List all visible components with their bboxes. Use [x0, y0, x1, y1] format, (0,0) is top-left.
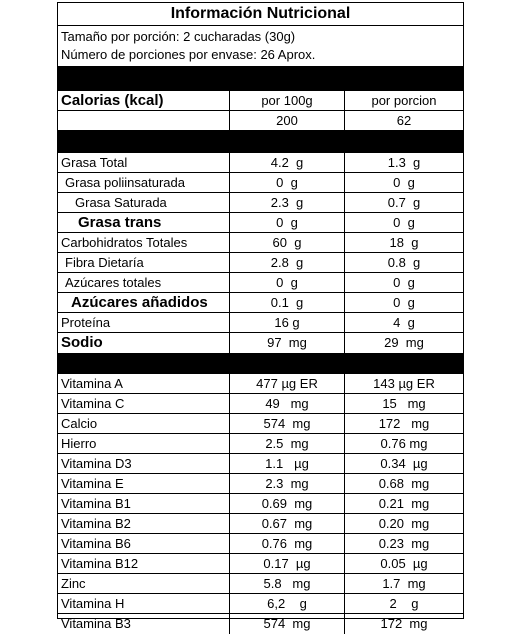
macronutrients-table — [58, 153, 463, 353]
vitamins-minerals-table — [58, 374, 463, 634]
vitamin-row — [58, 474, 463, 494]
nutrient-name: Azúcares totales — [58, 273, 230, 292]
nutrient-name: Carbohidratos Totales — [58, 233, 230, 252]
value-per-serving: 172 mg — [378, 416, 430, 431]
value-per-serving: 1.3 g — [387, 155, 421, 170]
nutrient-row — [58, 153, 463, 173]
value-per-serving: 0.20 mg — [378, 516, 430, 531]
value-per-100g: 97 mg — [230, 333, 345, 353]
nutrient-name: Calcio — [58, 414, 230, 433]
value-per-serving: 0 g — [393, 215, 415, 230]
value-per-serving: 15 mg — [382, 396, 426, 411]
per-serving-header: por porcion — [371, 93, 437, 108]
calories-blank-cell — [58, 111, 230, 130]
value-per-100g: 2.3 mg — [230, 474, 345, 493]
nutrient-name: Vitamina A — [58, 374, 230, 393]
value-per-100g: 4.2 g — [230, 153, 345, 172]
value-per-100g: 477 µg ER — [230, 374, 345, 393]
nutrient-name: Vitamina E — [58, 474, 230, 493]
section-divider-bar — [58, 131, 463, 153]
nutrient-row — [58, 273, 463, 293]
value-per-serving: 0 g — [393, 295, 415, 310]
value-per-serving: 0 g — [393, 175, 415, 190]
nutrient-row — [58, 253, 463, 273]
nutrient-row — [58, 233, 463, 253]
nutrient-name: Fibra Dietaría — [58, 253, 230, 272]
calories-header-row — [58, 91, 463, 111]
value-per-serving: 4 g — [393, 315, 415, 330]
value-per-100g: 0 g — [230, 213, 345, 232]
nutrient-name: Vitamina D3 — [58, 454, 230, 473]
value-per-100g: 0.76 mg — [230, 534, 345, 553]
nutrition-facts-label — [57, 2, 464, 631]
value-per-100g: 574 mg — [230, 614, 345, 634]
value-per-100g: 574 mg — [230, 414, 345, 433]
nutrient-name: Grasa trans — [58, 213, 230, 232]
value-per-serving: 0.23 mg — [378, 536, 430, 551]
section-divider-bar — [58, 353, 463, 374]
nutrient-row — [58, 193, 463, 213]
vitamin-row — [58, 454, 463, 474]
value-per-100g: 0.69 mg — [230, 494, 345, 513]
vitamin-row — [58, 494, 463, 514]
vitamin-row — [58, 374, 463, 394]
nutrient-row — [58, 313, 463, 333]
calories-values-row — [58, 111, 463, 131]
nutrient-name: Vitamina B2 — [58, 514, 230, 533]
vitamin-row — [58, 554, 463, 574]
value-per-serving: 0.21 mg — [378, 496, 430, 511]
value-per-100g: 49 mg — [230, 394, 345, 413]
value-per-100g: 0.1 g — [230, 293, 345, 312]
nutrient-name: Vitamina B1 — [58, 494, 230, 513]
value-per-100g: 2.3 g — [230, 193, 345, 212]
nutrient-name: Proteína — [58, 313, 230, 332]
value-per-100g: 16 g — [230, 313, 345, 332]
value-per-100g: 1.1 µg — [230, 454, 345, 473]
vitamin-row — [58, 614, 463, 634]
value-per-100g: 2.8 g — [230, 253, 345, 272]
vitamin-row — [58, 414, 463, 434]
nutrient-name: Vitamina B3 — [58, 614, 230, 634]
nutrient-row — [58, 213, 463, 233]
nutrient-row — [58, 333, 463, 353]
value-per-serving: 29 mg — [384, 335, 424, 350]
value-per-100g: 0 g — [230, 173, 345, 192]
vitamin-row — [58, 514, 463, 534]
value-per-serving: 0.76 mg — [380, 436, 428, 451]
nutrient-name: Vitamina H — [58, 594, 230, 613]
label-title: Información Nutricional — [58, 3, 463, 26]
section-divider-bar — [58, 67, 463, 91]
value-per-100g: 5.8 mg — [230, 574, 345, 593]
per-100g-header: por 100g — [230, 91, 345, 110]
value-per-serving: 0.8 g — [387, 255, 421, 270]
vitamin-row — [58, 534, 463, 554]
nutrient-row — [58, 173, 463, 193]
vitamin-row — [58, 394, 463, 414]
vitamin-row — [58, 594, 463, 614]
nutrient-name: Hierro — [58, 434, 230, 453]
value-per-100g: 60 g — [230, 233, 345, 252]
value-per-serving: 0.7 g — [387, 195, 421, 210]
vitamin-row — [58, 574, 463, 594]
nutrient-name: Sodio — [58, 333, 230, 353]
value-per-100g: 0 g — [230, 273, 345, 292]
nutrient-name: Vitamina B6 — [58, 534, 230, 553]
nutrient-name: Vitamina C — [58, 394, 230, 413]
value-per-serving: 172 mg — [380, 616, 428, 631]
value-per-serving: 0.34 µg — [380, 456, 428, 471]
value-per-serving: 0 g — [393, 275, 415, 290]
value-per-serving: 143 µg ER — [373, 376, 435, 391]
servings-per-container: Número de porciones por envase: 26 Aprox. — [61, 47, 316, 62]
value-per-100g: 6,2 g — [230, 594, 345, 613]
nutrient-name: Vitamina B12 — [58, 554, 230, 573]
value-per-serving: 18 g — [389, 235, 419, 250]
value-per-100g: 2.5 mg — [230, 434, 345, 453]
calories-label: Calorias (kcal) — [58, 91, 230, 110]
value-per-serving: 1.7 mg — [382, 576, 426, 591]
serving-info — [58, 26, 463, 67]
calories-per-100g: 200 — [230, 111, 345, 130]
serving-size: Tamaño por porción: 2 cucharadas (30g) — [61, 29, 296, 44]
nutrient-name: Grasa Total — [58, 153, 230, 172]
nutrient-name: Zinc — [58, 574, 230, 593]
vitamin-row — [58, 434, 463, 454]
nutrient-name: Grasa Saturada — [58, 193, 230, 212]
nutrient-row — [58, 293, 463, 313]
value-per-serving: 0.05 µg — [380, 556, 428, 571]
calories-per-serving: 62 — [396, 113, 412, 128]
value-per-100g: 0.17 µg — [230, 554, 345, 573]
nutrient-name: Grasa poliinsaturada — [58, 173, 230, 192]
value-per-100g: 0.67 mg — [230, 514, 345, 533]
value-per-serving: 0.68 mg — [378, 476, 430, 491]
value-per-serving: 2 g — [389, 596, 419, 611]
nutrient-name: Azúcares añadidos — [58, 293, 230, 312]
